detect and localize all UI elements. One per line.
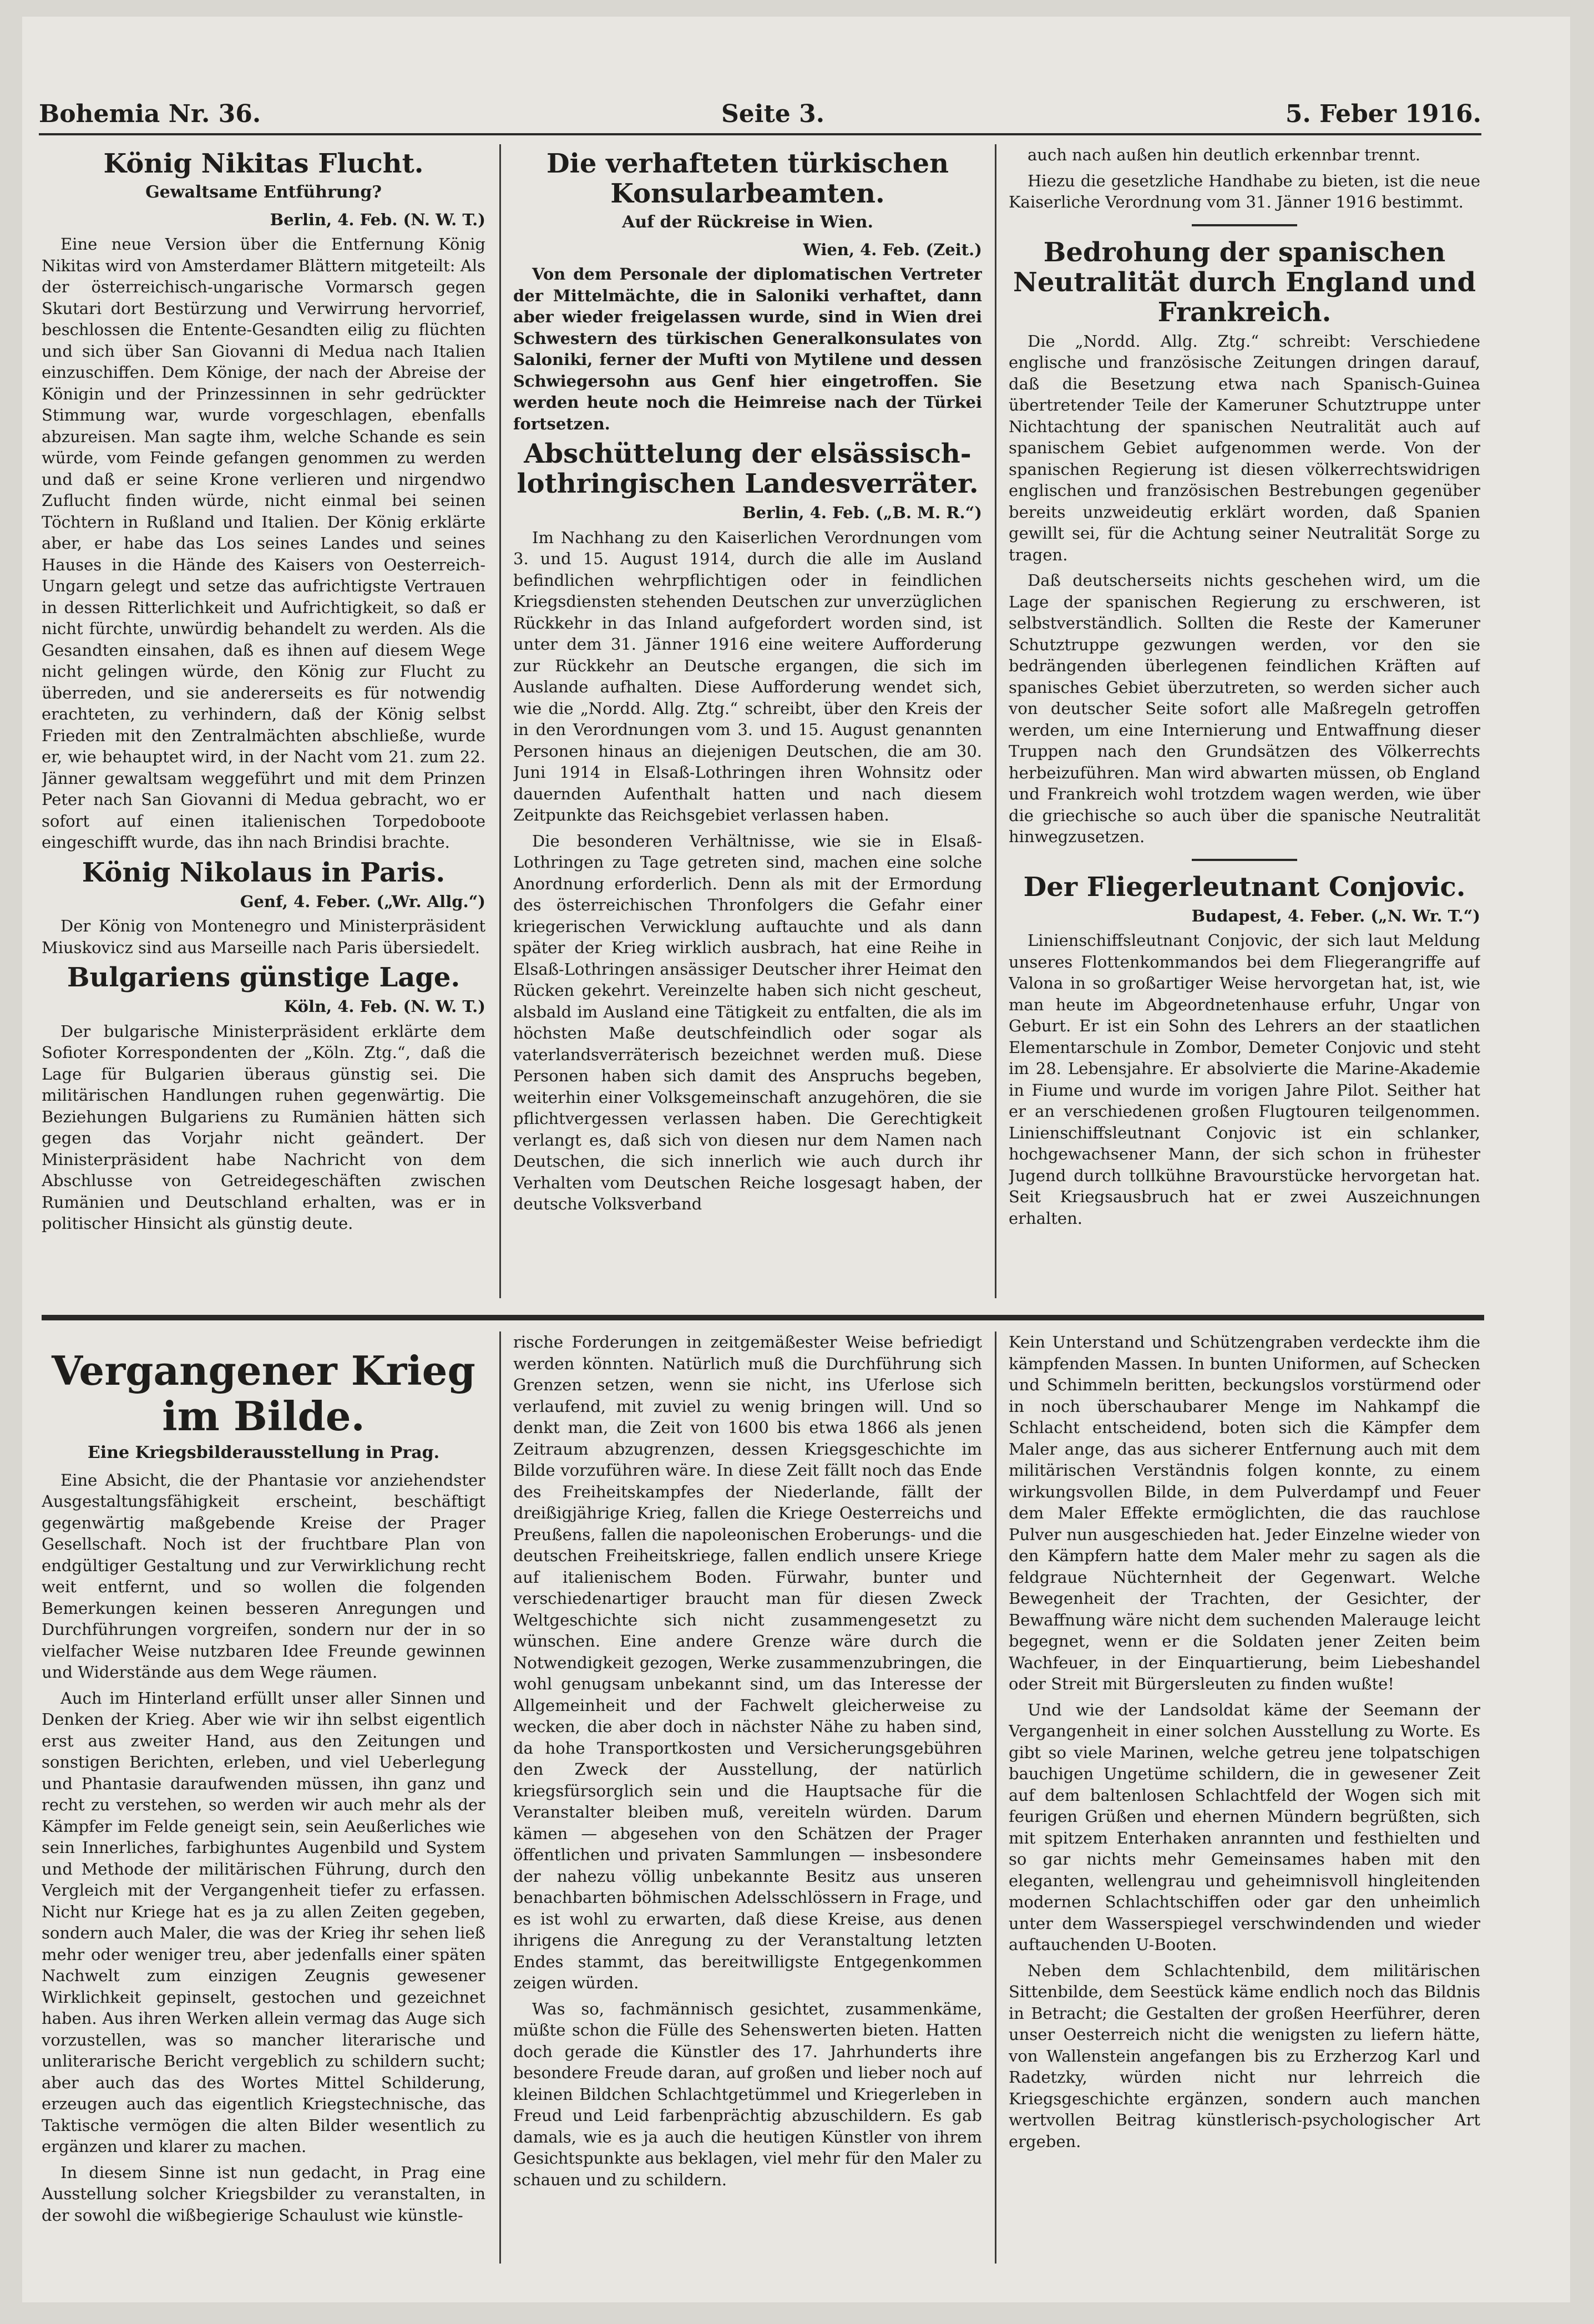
column-rule (499, 144, 501, 1298)
article-body-bulgaria: Der bulgarische Ministerpräsident erklärte dem Sofioter Korrespondenten der „Köln. Ztg.“, daß die Lage für Bulgarien überaus günstig sei. Die militärischen Handlungen ruhen gegenwärtig. Die Beziehungen Bulgariens zu Rumänien hätten sich gegen das Vorjahr nicht geändert. Der Ministerpräsident habe Nachricht von dem Abschlusse von Getreidegeschäften zwischen Rumänien und Deutschland erhalten, was er in politischer Hinsicht als günstig deute. (42, 1021, 485, 1233)
section-divider (1192, 224, 1297, 226)
article-body-alsace-continued-2: Hiezu die gesetzliche Handhabe zu bieten, ist die neue Kaiserliche Verordnung vom 31. Jänner 1916 bestimmt. (1009, 171, 1480, 211)
article-title-nikita: König Nikitas Flucht. (103, 148, 424, 179)
article-body-spain: Die „Nordd. Allg. Ztg.“ schreibt: Verschiedene englische und französische Zeitungen dringen darauf, daß die Besetzung etwa nach Spanisch-Guinea übertretender Teile der Kameruner Schutztruppe unter Nichtachtung der spanischen Neutralität auch auf spanischem Gebiet aufgenommen werde. Von der spanischen Regierung ist diesen völkerrechtswidrigen englischen und französischen Bestrebungen gegenüber bereits unzweideutig erklärt worden, daß Spanien gewillt sei, für die Achtung seiner Neutralität Sorge zu tragen. (1009, 331, 1480, 564)
dateline-consular: Wien, 4. Feb. (Zeit.) (803, 240, 982, 259)
column-rule (995, 144, 996, 1298)
dateline-bulgaria: Köln, 4. Feb. (N. W. T.) (284, 997, 485, 1016)
article-body-alsace-2: Die besonderen Verhältnisse, wie sie in Elsaß-Lothringen zu Tage getreten sind, machen eine solche Anordnung erforderlich. Denn als mit der Ermordung des österreichischen Thronfolgers die Gefahr einer kriegerischen Verwicklung auftauchte und als dann später der Krieg wirklich ausbrach, hat eine Reihe in Elsaß-Lothringen ansässiger Deutscher ihrer Heimat den Rücken gekehrt. Vereinzelte haben sich nicht gescheut, alsbald im Ausland eine Tätigkeit zu entfalten, die als im höchsten Maße deutschfeindlich oder sogar als vaterlandsverräterisch bezeichnet werden muß. Diese Personen haben sich damit des Anspruchs begeben, weiterhin einer Volksgemeinschaft anzugehören, die sie pflichtvergessen verlassen haben. Die Gerechtigkeit verlangt es, daß sich von diesen nur dem Namen nach Deutschen, die sich innerlich wie auch durch ihr Verhalten vom Deutschen Reiche losgesagt haben, der deutsche Volksverband (513, 831, 982, 1213)
feature-body-5: Was so, fachmännisch gesichtet, zusammenkäme, müßte schon die Fülle des Sehenswerten bieten. Hatten doch gerade die Künstler des 17. Jahrhunderts ihre besondere Freude daran, auf großen und lieber noch auf kleinen Bildchen Schlachtgetümmel und Kriegerleben in Freud und Leid farbenprächtig abzuschildern. Es gab damals, wie es ja auch die heutigen Künstler von ihrem Gesichtspunkte aus beklagen, viel mehr für den Maler zu schauen und zu schildern. (513, 1999, 982, 2189)
article-title-spain: Bedrohung der spanischen Neutralität durch England und Frankreich. (1013, 236, 1476, 328)
upper-column-3 (1009, 144, 1480, 1298)
feature-body-6: Kein Unterstand und Schützengraben verdeckte ihm die kämpfenden Massen. In bunten Uniformen, auf Schecken und Schimmeln beritten, beckungslos vorstürmend oder in noch überschaubarer Menge im Nahkampf die Schlacht entscheidend, boten sich die Kämpfer dem Maler ange, das aus sicherer Entfernung auch mit dem militärischen Verständnis folgen konnte, zu einem wirkungsvollen Bilde, in dem Pulverdampf und Feuer dem Maler Effekte ermöglichten, die das rauchlose Pulver nun ausgeschieden hat. Jeder Einzelne wieder von den Kämpfern hatte dem Maler mehr zu sagen als die feldgraue Nüchternheit der Gegenwart. Welche Bewegenheit der Trachten, der Gesichter, der Bewaffnung wäre nicht dem suchenden Malerauge leicht begegnet, wenn er die Soldaten jener Zeiten beim Wachfeuer, in der Einquartierung, beim Liebeshandel oder Streit mit Bürgersleuten zu finden wußte! (1009, 1333, 1480, 1693)
dateline-nikolaus-paris: Genf, 4. Feber. („Wr. Allg.“) (240, 892, 485, 911)
upper-column-2 (513, 144, 982, 1298)
feature-body-4: rische Forderungen in zeitgemäßester Weise befriedigt werden könnten. Natürlich muß die Durchführung sich Grenzen setzen, wenn sie nicht, ins Uferlose sich verlaufend, mit zuviel zu wenig bringen will. Und so denkt man, die Zeit von 1600 bis etwa 1866 als jenen Zeitraum abzugrenzen, dessen Kriegsgeschichte im Bilde vorzuführen wäre. In diese Zeit fällt noch das Ende des Freiheitskampfes der Niederlande, fällt der dreißigjährige Krieg, fallen die Kriege Oesterreichs und Preußens, fallen die napoleonischen Eroberungs- und die deutschen Freiheitskriege, fallen endlich unsere Kriege auf italienischem Boden. Fürwahr, bunter und verschiedenartiger braucht man für diesen Zweck Weltgeschichte sich nicht zusammengesetzt zu wünschen. Eine andere Grenze wäre durch die Notwendigkeit gezogen, Werke zusammenzubringen, die wohl genugsam unbekannt sind, um das Interesse der Allgemeinheit und der Fachwelt gleicherweise zu wecken, die aber doch in nächster Nähe zu haben sind, da hohe Transportkosten und Versicherungsgebühren den Zweck der Ausstellung, der natürlich kriegsfürsorglich sein und die Hauptsache für die Veranstalter bleiben muß, vereiteln würden. Darum kämen — abgesehen von den Schätzen der Prager öffentlichen und privaten Sammlungen — insbesondere der nahezu völlig unbekannte Besitz aus unseren benachbarten böhmischen Adelsschlössern in Frage, und es ist wohl zu erwarten, daß diese Kreise, aus denen ihrigens die Anregung zu der Veranstaltung letzten Endes stammt, das bereitwilligste Entgegenkommen zeigen würden. (513, 1333, 982, 1992)
article-subtitle-nikita: Gewaltsame Entführung? (145, 183, 382, 202)
column-rule (995, 1331, 996, 2264)
article-body-conjovic: Linienschiffsleutnant Conjovic, der sich laut Meldung unseres Flottenkommandos bei dem Fliegerangriffe auf Valona in so großartiger Weise hervorgetan hat, ist, wie man heute im Abgeordnetenhause erfuhr, Ungar von Geburt. Er ist ein Sohn des Lehrers an der staatlichen Elementarschule in Zombor, Demeter Conjovic und steht im 28. Lebensjahre. Er absolvierte die Marine-Akademie in Fiume und wurde im vorigen Jahre Pilot. Seither hat er an verschiedenen großen Flugtouren teilgenommen. Linienschiffsleutnant Conjovic ist ein schlanker, hochgewachsener Mann, der sich schon in frühester Jugend durch tollkühne Bravourstücke hervorgetan hat. Seit Kriegsausbruch hat er zwei Auszeichnungen erhalten. (1009, 931, 1480, 1228)
feature-body-1: Eine Absicht, die der Phantasie vor anziehendster Ausgestaltungsfähigkeit erscheint, beschäftigt gegenwärtig maßgebende Kreise der Prager Gesellschaft. Noch ist der fruchtbare Plan von endgültiger Gestaltung und zur Verwirklichung recht weit entfernt, und so wollen die folgenden Bemerkungen keinen besseren Anregungen und Durchführungen vorgreifen, sondern nur der in so vielfacher Weise nutzbaren Idee Freunde gewinnen und Widerstände aus dem Wege räumen. (42, 1470, 485, 1682)
article-body-alsace: Im Nachhang zu den Kaiserlichen Verordnungen vom 3. und 15. August 1914, durch die alle im Ausland befindlichen wehrpflichtigen oder in feindlichen Kriegsdiensten stehenden Deutschen zur unverzüglichen Rückkehr in das Inland aufgefordert worden sind, ist unter dem 31. Jänner 1916 eine weitere Aufforderung zur Rückkehr an Deutsche ergangen, die sich im Auslande aufhalten. Diese Aufforderung wendet sich, wie die „Nordd. Allg. Ztg.“ schreibt, über den Kreis der in den Verordnungen vom 3. und 15. August genannten Personen hinaus an diejenigen Deutschen, die am 30. Juni 1914 in Elsaß-Lothringen ihren Wohnsitz oder dauernden Aufenthalt hatten und nach diesem Zeitpunkte das Reichsgebiet verlassen haben. (513, 528, 982, 824)
article-title-bulgaria: Bulgariens günstige Lage. (67, 962, 461, 993)
article-title-conjovic: Der Fliegerleutnant Conjovic. (1023, 871, 1466, 903)
masthead (39, 89, 1481, 135)
article-body-nikolaus-paris: Der König von Montenegro und Ministerpräsident Miuskovicz sind aus Marseille nach Paris übersiedelt. (42, 917, 485, 957)
feature-body-7: Und wie der Landsoldat käme der Seemann der Vergangenheit in einer solchen Ausstellung zu Worte. Es gibt so viele Marinen, welche getreu jene tolpatschigen bauchigen Ungetüme schildern, die in gewesener Zeit auf dem baltenlosen Schlachtfeld der Wogen sich mit feurigen Grüßen und ehernen Mündern begrüßten, sich mit spitzem Enterhaken anrannten und festhielten und so gar nichts mehr Gemeinsames haben mit den eleganten, wellengrau und geheimnisvoll hingleitenden modernen Schlachtschiffen oder gar den unheimlich unter dem Wasserspiegel verschwindenden und wieder auftauchenden U-Booten. (1009, 1700, 1480, 1954)
article-subtitle-consular: Auf der Rückreise in Wien. (622, 212, 873, 232)
feature-title: Vergangener Krieg im Bilde. (52, 1347, 475, 1440)
feature-body-2: Auch im Hinterland erfüllt unser aller Sinnen und Denken der Krieg. Aber wie wir ihn selbst eigentlich erst aus zweiter Hand, aus den Zeitungen und sonstigen Berichten, erleben, und viel Ueberlegung und Phantasie daraufwenden müssen, ihn ganz und recht zu verstehen, so werden wir auch mehr als der Kämpfer im Felde geneigt sein, sein Aeußerliches wie sein Innerliches, farbighuntes Augenbild und System und Methode der militärischen Führung, durch den Vergleich mit der Vergangenheit tiefer zu erfassen. Nicht nur Kriege hat es ja zu allen Zeiten gegeben, sondern auch Maler, die was der Krieg ihr sehen ließ mehr oder weniger treu, aber jedenfalls einer späten Nachwelt zum einzigen Zeugnis gewesener Wirklichkeit gepinselt, gestochen und gezeichnet haben. Aus ihren Werken allein vermag das Auge sich vorzustellen, was so mancher literarische und unliterarische Bericht vergeblich zu schildern sucht; aber auch das des Wortes Mittel Schilderung, erzeugen auch das eigentlich Kriegstechnische, das Taktische vermögen die alten Bilder wesentlich zu ergänzen und klarer zu machen. (42, 1688, 485, 2156)
lower-column-1 (42, 1331, 485, 2264)
article-title-alsace: Abschüttelung der elsässisch-lothringischen Landesverräter. (517, 438, 979, 499)
article-title-consular: Die verhafteten türkischen Konsularbeamten. (546, 148, 949, 209)
section-separator-rule (42, 1315, 1484, 1320)
dateline-nikita: Berlin, 4. Feb. (N. W. T.) (270, 210, 485, 229)
article-body-consular: Von dem Personale der diplomatischen Vertreter der Mittelmächte, die in Saloniki verhaftet, dann aber wieder freigelassen wurde, sind in Wien drei Schwestern des türkischen Generalkonsulates von Saloniki, ferner der Mufti von Mytilene und dessen Schwiegersohn aus Genf hier eingetroffen. Sie werden heute noch die Heimreise nach der Türkei fortsetzen. (513, 265, 982, 433)
upper-column-1 (42, 144, 485, 1298)
article-title-nikolaus-paris: König Nikolaus in Paris. (82, 857, 446, 888)
column-rule (499, 1331, 501, 2264)
feature-subtitle: Eine Kriegsbilderausstellung in Prag. (87, 1443, 440, 1462)
feature-body-8: Neben dem Schlachtenbild, dem militärischen Sittenbilde, dem Seestück käme endlich noch das Bildnis in Betracht; die Gestalten der großen Heerführer, deren unser Oesterreich nicht die wenigsten zu liefern hätte, von Wallenstein angefangen bis zu Erzherzog Karl und Radetzky, würden nicht nur lehrreich die Kriegsgeschichte ergänzen, sondern auch manchen wertvollen Beitrag künstlerisch-psychologischer Art ergeben. (1009, 1961, 1480, 2151)
dateline-alsace: Berlin, 4. Feb. („B. M. R.“) (742, 503, 982, 522)
feature-body-3: In diesem Sinne ist nun gedacht, in Prag eine Ausstellung solcher Kriegsbilder zu veranstalten, in der sowohl die wißbegierige Schaulust wie künstle- (42, 2163, 485, 2225)
page-number: Seite 3. (721, 100, 825, 128)
article-body-nikita: Eine neue Version über die Entfernung König Nikitas wird von Amsterdamer Blättern mitgeteilt: Als der österreichisch-ungarische Vormarsch gegen Skutari dort Bestürzung und Verwirrung hervorrief, beschlossen die Entente-Gesandten eilig zu flüchten und sich über San Giovanni di Medua nach Italien einzuschiffen. Dem Könige, der nach der Abreise der Königin und der Prinzessinnen in sehr gedrückter Stimmung war, wurde vorgeschlagen, ebenfalls abzureisen. Man sagte ihm, welche Schande es sein würde, vom Feinde gefangen genommen zu werden und daß er seine Krone verlieren und nirgendwo Zuflucht finden würde, nicht einmal bei seinen Töchtern in Rußland und Italien. Der König erklärte aber, er habe das Los seines Landes und seines Hauses in die Hände des Kaisers von Oesterreich-Ungarn gelegt und setze das aufrichtigste Vertrauen in dessen Ritterlichkeit und Aufrichtigkeit, so daß er nicht fürchte, unwürdig behandelt zu werden. Als die Gesandten einsahen, daß es ihnen auf diesem Wege nicht gelingen würde, den König zur Flucht zu überreden, und sie andererseits es für notwendig erachteten, zu verhindern, daß der König selbst Frieden mit den Zentralmächten abschließe, wurde er, wie behauptet wird, in der Nacht vom 21. zum 22. Jänner gewaltsam weggeführt und mit dem Prinzen Peter nach San Giovanni di Medua gebracht, wo er sofort auf einen italienischen Torpedoboote eingeschifft wurde, das ihn nach Brindisi brachte. (42, 235, 485, 852)
section-divider (1192, 859, 1297, 861)
lower-column-2 (513, 1331, 982, 2264)
article-body-spain-2: Daß deutscherseits nichts geschehen wird, um die Lage der spanischen Regierung zu erschweren, ist selbstverständlich. Sollten die Reste der Kameruner Schutztruppe gezwungen werden, vor den sie bedrängenden überlegenen feindlichen Kräften auf spanisches Gebiet überzutreten, so werden sicher auch von deutscher Seite sofort alle Maßregeln getroffen werden, um eine Internierung und Entwaffnung dieser Truppen nach den Grundsätzen des Völkerrechts herbeizuführen. Man wird abwarten müssen, ob England und Frankreich wohl trotzdem wagen werden, wie über die griechische so auch über die spanische Neutralität hinwegzusetzen. (1009, 571, 1480, 846)
lower-column-3 (1009, 1331, 1480, 2264)
article-body-alsace-continued: auch nach außen hin deutlich erkennbar trennt. (1028, 145, 1421, 164)
issue-date: 5. Feber 1916. (1285, 100, 1481, 128)
paper-issue: Bohemia Nr. 36. (39, 100, 261, 128)
dateline-conjovic: Budapest, 4. Feber. („N. Wr. T.“) (1191, 906, 1480, 925)
